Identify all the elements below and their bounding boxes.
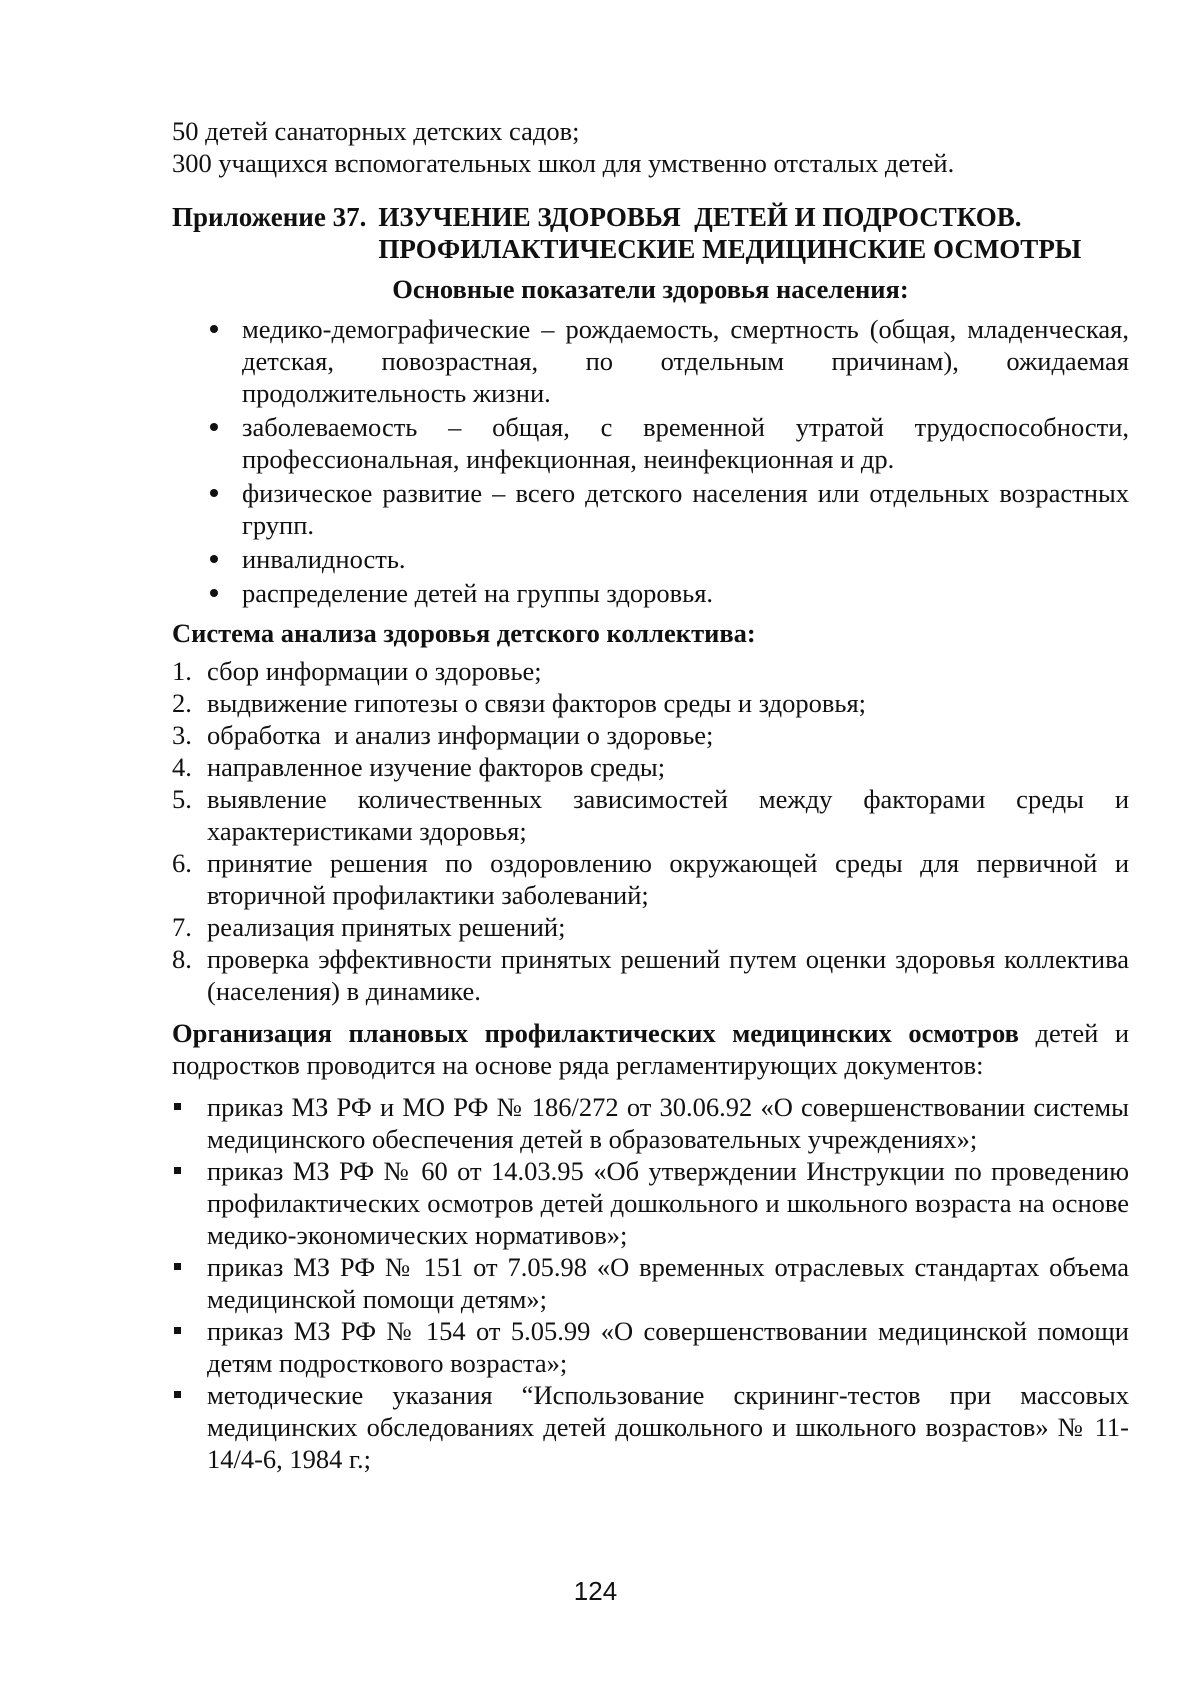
- step-number: 4.: [172, 752, 192, 782]
- step-text: реализация принятых решений;: [207, 912, 566, 942]
- list-item-text: медико-демографические – рождаемость, смертность (общая, младенческая, детская, повозрастная, по отдельным причинам), ожидаемая продолжительность жизни.: [242, 314, 1129, 408]
- list-item: [172, 577, 1129, 609]
- step-text: проверка эффективности принятых решений путем оценки здоровья коллектива (населения) в динамике.: [207, 944, 1129, 1006]
- bullet-dot-icon: [210, 489, 218, 497]
- list-item: [172, 783, 1129, 847]
- list-item: [172, 911, 1129, 943]
- step-number: 5.: [172, 784, 192, 814]
- list-item: [172, 1251, 1129, 1315]
- appendix-title: [378, 201, 1081, 265]
- list-item: [172, 411, 1129, 475]
- list-item: [172, 1379, 1129, 1475]
- step-text: направленное изучение факторов среды;: [207, 752, 666, 782]
- organization-rest: детей и подростков проводится на основе ряда регламентирующих документов:: [172, 1018, 1130, 1080]
- list-item: [172, 1091, 1129, 1155]
- list-item: [172, 543, 1129, 575]
- health-indicators-heading: Основные показатели здоровья населения:: [392, 274, 909, 304]
- appendix-label: Приложение 37.: [172, 202, 367, 232]
- health-indicators-list: [172, 313, 1129, 609]
- list-item: [172, 313, 1129, 409]
- appendix-title-line: ИЗУЧЕНИЕ ЗДОРОВЬЯ ДЕТЕЙ И ПОДРОСТКОВ.: [378, 202, 1022, 232]
- list-item: [172, 655, 1129, 687]
- step-number: 6.: [172, 848, 192, 878]
- organization-lead: Организация плановых профилактических медицинских осмотров: [172, 1018, 1019, 1048]
- list-item-text: инвалидность.: [242, 544, 406, 574]
- list-item-text: физическое развитие – всего детского населения или отдельных возрастных групп.: [242, 478, 1129, 540]
- list-item: [172, 943, 1129, 1007]
- list-item: [172, 477, 1129, 541]
- square-bullet-icon: [174, 1103, 181, 1110]
- step-text: сбор информации о здоровье;: [207, 656, 542, 686]
- bullet-dot-icon: [210, 589, 218, 597]
- intro-line: 300 учащихся вспомогательных школ для умственно отсталых детей.: [172, 148, 955, 178]
- bullet-dot-icon: [210, 325, 218, 333]
- analysis-steps-list: [172, 655, 1129, 1007]
- square-bullet-icon: [174, 1327, 181, 1334]
- appendix-heading: [172, 201, 1129, 265]
- step-number: 1.: [172, 656, 192, 686]
- document-text: методические указания “Использование скрининг-тестов при массовых медицинских обследованиях детей дошкольного и школьного возрастов» № 11-14/4-6, 1984 г.;: [207, 1380, 1129, 1474]
- organization-paragraph: [172, 1017, 1129, 1081]
- step-text: выдвижение гипотезы о связи факторов среды и здоровья;: [207, 688, 867, 718]
- list-item: [172, 1315, 1129, 1379]
- list-item: [172, 687, 1129, 719]
- appendix-title-line: ПРОФИЛАКТИЧЕСКИЕ МЕДИЦИНСКИЕ ОСМОТРЫ: [378, 234, 1082, 264]
- step-text: принятие решения по оздоровлению окружающей среды для первичной и вторичной профилактики заболеваний;: [207, 848, 1129, 910]
- square-bullet-icon: [174, 1167, 181, 1174]
- step-number: 8.: [172, 944, 192, 974]
- page-content: [172, 115, 1129, 1475]
- list-item: [172, 1155, 1129, 1251]
- document-text: приказ МЗ РФ № 60 от 14.03.95 «Об утверждении Инструкции по проведению профилактических осмотров детей дошкольного и школьного возраста на основе медико-экономических нормативов»;: [207, 1156, 1129, 1250]
- step-number: 7.: [172, 912, 192, 942]
- square-bullet-icon: [174, 1263, 181, 1270]
- list-item: [172, 719, 1129, 751]
- bullet-dot-icon: [210, 555, 218, 563]
- intro-line: 50 детей санаторных детских садов;: [172, 116, 580, 146]
- step-text: обработка и анализ информации о здоровье;: [207, 720, 714, 750]
- document-text: приказ МЗ РФ и МО РФ № 186/272 от 30.06.92 «О совершенствовании системы медицинского обеспечения детей в образовательных учреждениях»;: [207, 1092, 1129, 1154]
- step-number: 2.: [172, 688, 192, 718]
- documents-list: [172, 1091, 1129, 1475]
- list-item: [172, 847, 1129, 911]
- analysis-system-heading: Система анализа здоровья детского коллектива:: [172, 618, 756, 648]
- document-text: приказ МЗ РФ № 154 от 5.05.99 «О совершенствовании медицинской помощи детям подросткового возраста»;: [207, 1316, 1129, 1378]
- bullet-dot-icon: [210, 423, 218, 431]
- list-item: [172, 751, 1129, 783]
- page-number: 124: [573, 1576, 618, 1606]
- step-text: выявление количественных зависимостей между факторами среды и характеристиками здоровья;: [207, 784, 1129, 846]
- square-bullet-icon: [174, 1391, 181, 1398]
- document-text: приказ МЗ РФ № 151 от 7.05.98 «О временных отраслевых стандартах объема медицинской помощи детям»;: [207, 1252, 1129, 1314]
- step-number: 3.: [172, 720, 192, 750]
- list-item-text: заболеваемость – общая, с временной утратой трудоспособности, профессиональная, инфекционная, неинфекционная и др.: [242, 412, 1129, 474]
- list-item-text: распределение детей на группы здоровья.: [242, 578, 714, 608]
